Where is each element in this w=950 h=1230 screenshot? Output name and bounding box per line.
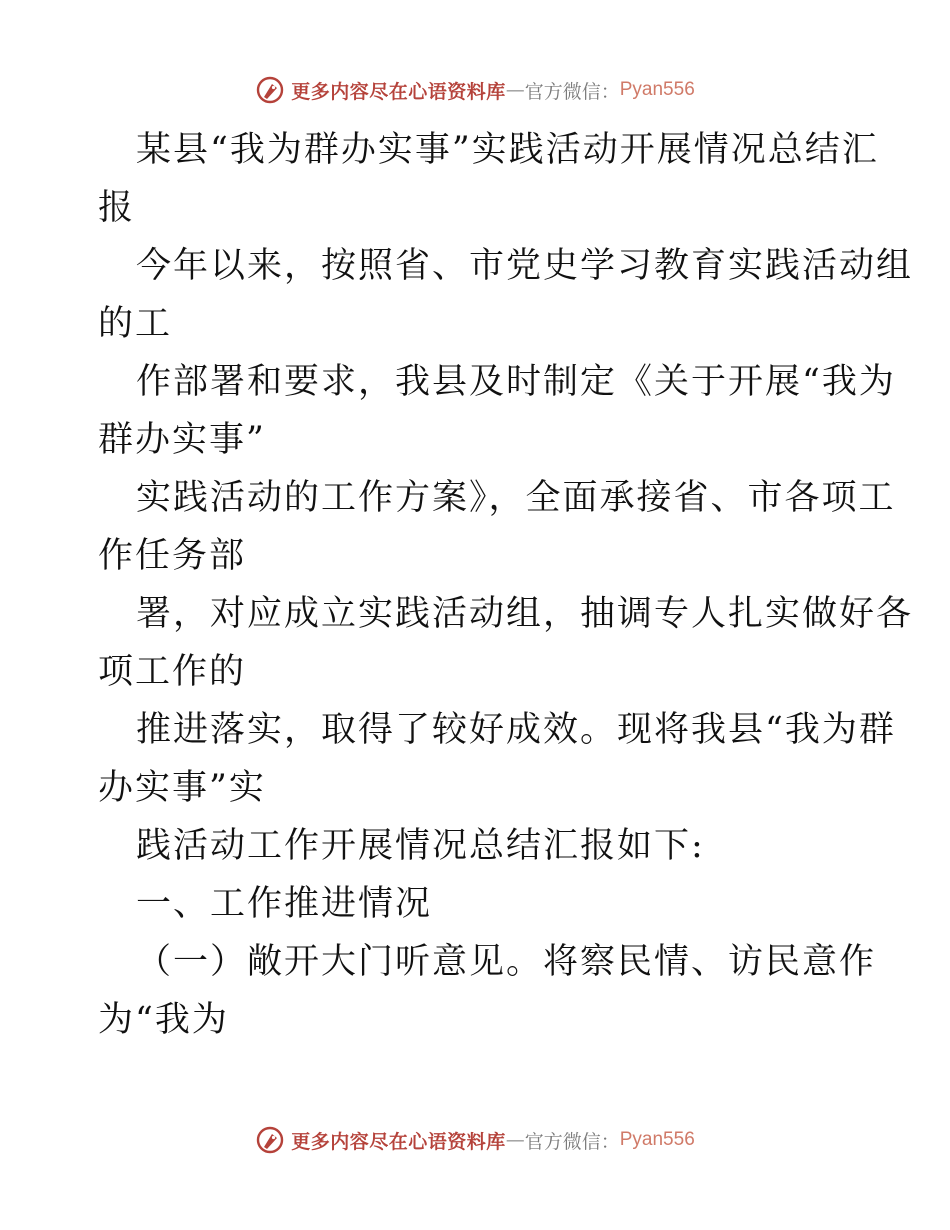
paragraph-line: 今年以来，按照省、市党史学习教育实践活动组: [136, 246, 914, 286]
document-body: [98, 121, 914, 1049]
watermark-wechat-id: Pyan556: [619, 79, 695, 100]
watermark-wechat-label: 官方微信：: [524, 80, 620, 103]
paragraph-line: 作部署和要求，我县及时制定《关于开展“我为: [136, 362, 896, 402]
watermark-wechat-label: 官方微信：: [524, 1130, 620, 1153]
subsection-line: （一）敞开大门听意见。将察民情、访民意作: [136, 942, 877, 982]
paragraph-line-wrap: 群办实事”: [98, 420, 266, 460]
paragraph-line: 推进落实，取得了较好成效。现将我县“我为群: [136, 710, 896, 750]
paragraph-line: 署，对应成立实践活动组，抽调专人扎实做好各: [136, 594, 914, 634]
paragraph-line: 实践活动的工作方案》，全面承接省、市各项工: [136, 478, 896, 518]
paragraph-line-wrap: 项工作的: [98, 652, 247, 692]
document-title-line: 某县“我为群办实事”实践活动开展情况总结汇: [136, 130, 879, 170]
paragraph-line-wrap: 办实事”实: [98, 768, 266, 808]
document-title-wrap: 报: [98, 188, 136, 228]
pen-nib-circle-icon: [255, 1125, 285, 1155]
subsection-line-wrap: 为“我为: [98, 1000, 229, 1040]
header-watermark: [0, 70, 950, 110]
paragraph-line-wrap: 作任务部: [98, 536, 247, 576]
section-heading: 一、工作推进情况: [136, 884, 433, 924]
watermark-separator: —: [505, 79, 525, 101]
paragraph-line: 践活动工作开展情况总结汇报如下:: [136, 826, 705, 866]
watermark-separator: —: [505, 1129, 525, 1151]
watermark-wechat-id: Pyan556: [619, 1129, 695, 1150]
watermark-main-text: 更多内容尽在心语资料库: [291, 80, 506, 103]
pen-nib-circle-icon: [255, 75, 285, 105]
paragraph-line-wrap: 的工: [98, 304, 173, 344]
footer-watermark: [0, 1120, 950, 1160]
watermark-main-text: 更多内容尽在心语资料库: [291, 1130, 506, 1153]
